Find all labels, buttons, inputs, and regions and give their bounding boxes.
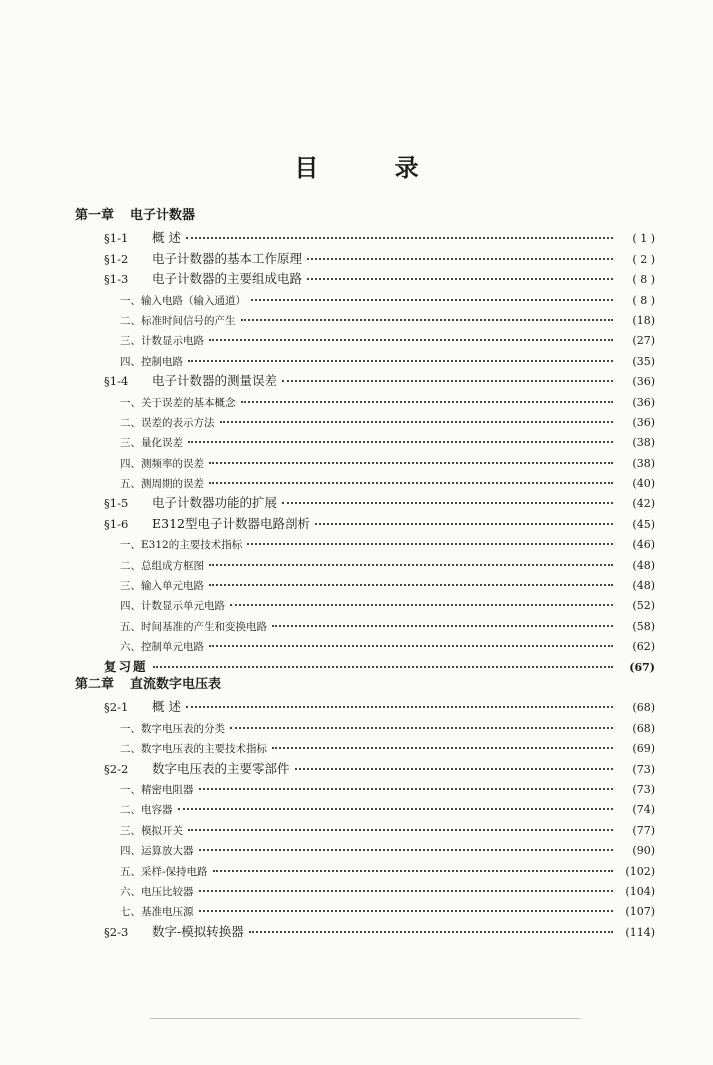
sub-title: 二、总组成方框图: [120, 559, 204, 572]
dot-leader: [230, 590, 613, 606]
dot-leader: [199, 774, 614, 790]
dot-leader: [295, 754, 613, 770]
sub-title: 二、数字电压表的主要技术指标: [120, 743, 267, 756]
section-title: E312型电子计数器电路剖析: [152, 515, 310, 531]
sub-title: 三、计数显示电路: [120, 335, 204, 348]
section-title: 数字电压表的主要零部件: [152, 760, 290, 776]
scan-rule-line: [150, 1018, 580, 1019]
section-number: §1-6: [104, 516, 129, 531]
dot-leader: [241, 387, 614, 403]
sub-title: 四、控制电路: [120, 355, 183, 368]
section-label: [0, 228, 184, 248]
page-number: (58): [632, 619, 655, 633]
section-label: [0, 493, 280, 513]
section-label: [0, 371, 280, 391]
sub-title: 一、E312的主要技术指标: [120, 539, 243, 552]
page-number: (68): [632, 701, 655, 715]
sub-title: 一、数字电压表的分类: [120, 722, 225, 735]
sub-title: 三、输入单元电路: [120, 580, 204, 593]
chapter-title: 电子计数器: [130, 208, 196, 223]
sub-title: 五、时间基准的产生和变换电路: [120, 620, 267, 633]
dot-leader: [199, 896, 614, 912]
section-label: [0, 249, 305, 269]
dot-leader: [282, 366, 613, 382]
page-number: (40): [632, 477, 655, 491]
sub-title: 三、模拟开关: [120, 824, 183, 837]
dot-leader: [153, 652, 613, 668]
dot-leader: [213, 856, 613, 872]
sub-title: 六、电压比较器: [120, 885, 194, 898]
dot-leader: [251, 285, 613, 301]
page-number: (104): [625, 884, 655, 898]
dot-leader: [199, 835, 614, 851]
sub-title: 四、测频率的误差: [120, 457, 204, 470]
section-number: §1-5: [104, 496, 129, 511]
page-number: (69): [632, 742, 655, 756]
dot-leader: [209, 631, 613, 647]
section-title: 电子计数器功能的扩展: [152, 495, 278, 511]
dot-leader: [188, 427, 613, 443]
sub-title: 五、测周期的误差: [120, 478, 204, 491]
sub-title: 七、基准电压源: [120, 906, 194, 919]
page-number: (74): [632, 803, 655, 817]
dot-leader: [220, 407, 614, 423]
sub-title: 六、控制单元电路: [120, 641, 204, 654]
page-number: (36): [632, 395, 655, 409]
page-number: (73): [632, 782, 655, 796]
section-title: 电子计数器的测量误差: [152, 373, 278, 389]
dot-leader: [249, 917, 613, 933]
page-number: (67): [629, 660, 655, 674]
section-title: 概 述: [152, 699, 181, 715]
page-number: (38): [632, 456, 655, 470]
section-number: §1-1: [104, 231, 129, 246]
page-number: (107): [625, 905, 655, 919]
dot-leader: [272, 611, 613, 627]
page-number: ( 1 ): [632, 232, 655, 246]
section-number: §2-2: [104, 761, 129, 776]
sub-title: 一、关于误差的基本概念: [120, 396, 236, 409]
page-number: (62): [632, 640, 655, 654]
dot-leader: [188, 815, 613, 831]
sub-title: 四、计数显示单元电路: [120, 600, 225, 613]
sub-title: 三、量化误差: [120, 437, 183, 450]
page-number: (114): [625, 925, 655, 939]
section-title: 电子计数器的基本工作原理: [152, 250, 303, 266]
section-number: §2-1: [104, 700, 129, 715]
page-number: ( 8 ): [632, 273, 655, 287]
chapter-number: 第一章: [75, 208, 115, 223]
chapter-number: 第二章: [75, 676, 115, 692]
dot-leader: [209, 570, 613, 586]
review-label: [0, 657, 151, 677]
page-number: (42): [632, 497, 655, 511]
dot-leader: [209, 448, 613, 464]
page-number: (52): [632, 599, 655, 613]
page-title: 目 录: [294, 154, 453, 182]
section-entry: [0, 920, 713, 940]
page-number: (68): [632, 721, 655, 735]
dot-leader: [188, 346, 613, 362]
dot-leader: [247, 529, 613, 545]
page-number: (48): [632, 579, 655, 593]
dot-leader: [199, 876, 614, 892]
dot-leader: [178, 794, 614, 810]
page-number: (48): [632, 558, 655, 572]
section-number: §2-3: [104, 924, 129, 939]
dot-leader: [209, 325, 613, 341]
page-number: (45): [632, 517, 655, 531]
section-title: 概 述: [152, 230, 181, 246]
section-number: §1-2: [104, 251, 129, 266]
section-title: 电子计数器的主要组成电路: [152, 271, 303, 287]
page-number: (73): [632, 762, 655, 776]
chapter-label: [0, 206, 198, 226]
chapter-title: 直流数字电压表: [130, 676, 222, 692]
review-entry: [0, 655, 713, 675]
section-title: 数字-模拟转换器: [152, 923, 244, 939]
dot-leader: [272, 733, 613, 749]
page-number: (102): [625, 864, 655, 878]
section-label: [0, 922, 247, 942]
sub-title: 二、标准时间信号的产生: [120, 314, 236, 327]
page-number: (27): [632, 334, 655, 348]
page-number: (38): [632, 436, 655, 450]
page-number: (36): [632, 415, 655, 429]
review-title: 复习题: [104, 658, 148, 674]
section-number: §1-4: [104, 374, 129, 389]
section-label: [0, 697, 184, 717]
sub-title: 五、采样-保持电路: [120, 865, 208, 878]
dot-leader: [315, 509, 613, 525]
page-number: (36): [632, 375, 655, 389]
page-number: (90): [632, 844, 655, 858]
dot-leader: [282, 488, 613, 504]
sub-title: 二、电容器: [120, 804, 173, 817]
dot-leader: [241, 305, 614, 321]
sub-title: 四、运算放大器: [120, 845, 194, 858]
page-number: (18): [632, 313, 655, 327]
dot-leader: [209, 468, 613, 484]
page-number: ( 8 ): [632, 293, 655, 307]
dot-leader: [186, 223, 613, 239]
dot-leader: [307, 264, 613, 280]
page-number: (77): [632, 823, 655, 837]
page-number: ( 2 ): [632, 252, 655, 266]
sub-title: 二、误差的表示方法: [120, 416, 215, 429]
page-number: (35): [632, 354, 655, 368]
dot-leader: [209, 550, 613, 566]
dot-leader: [307, 244, 613, 260]
table-of-contents: [0, 206, 713, 940]
section-number: §1-3: [104, 272, 129, 287]
sub-title: 一、输入电路（输入通道）: [120, 294, 246, 307]
dot-leader: [230, 713, 613, 729]
sub-title: 一、精密电阻器: [120, 783, 194, 796]
dot-leader: [186, 692, 613, 708]
page-number: (46): [632, 538, 655, 552]
